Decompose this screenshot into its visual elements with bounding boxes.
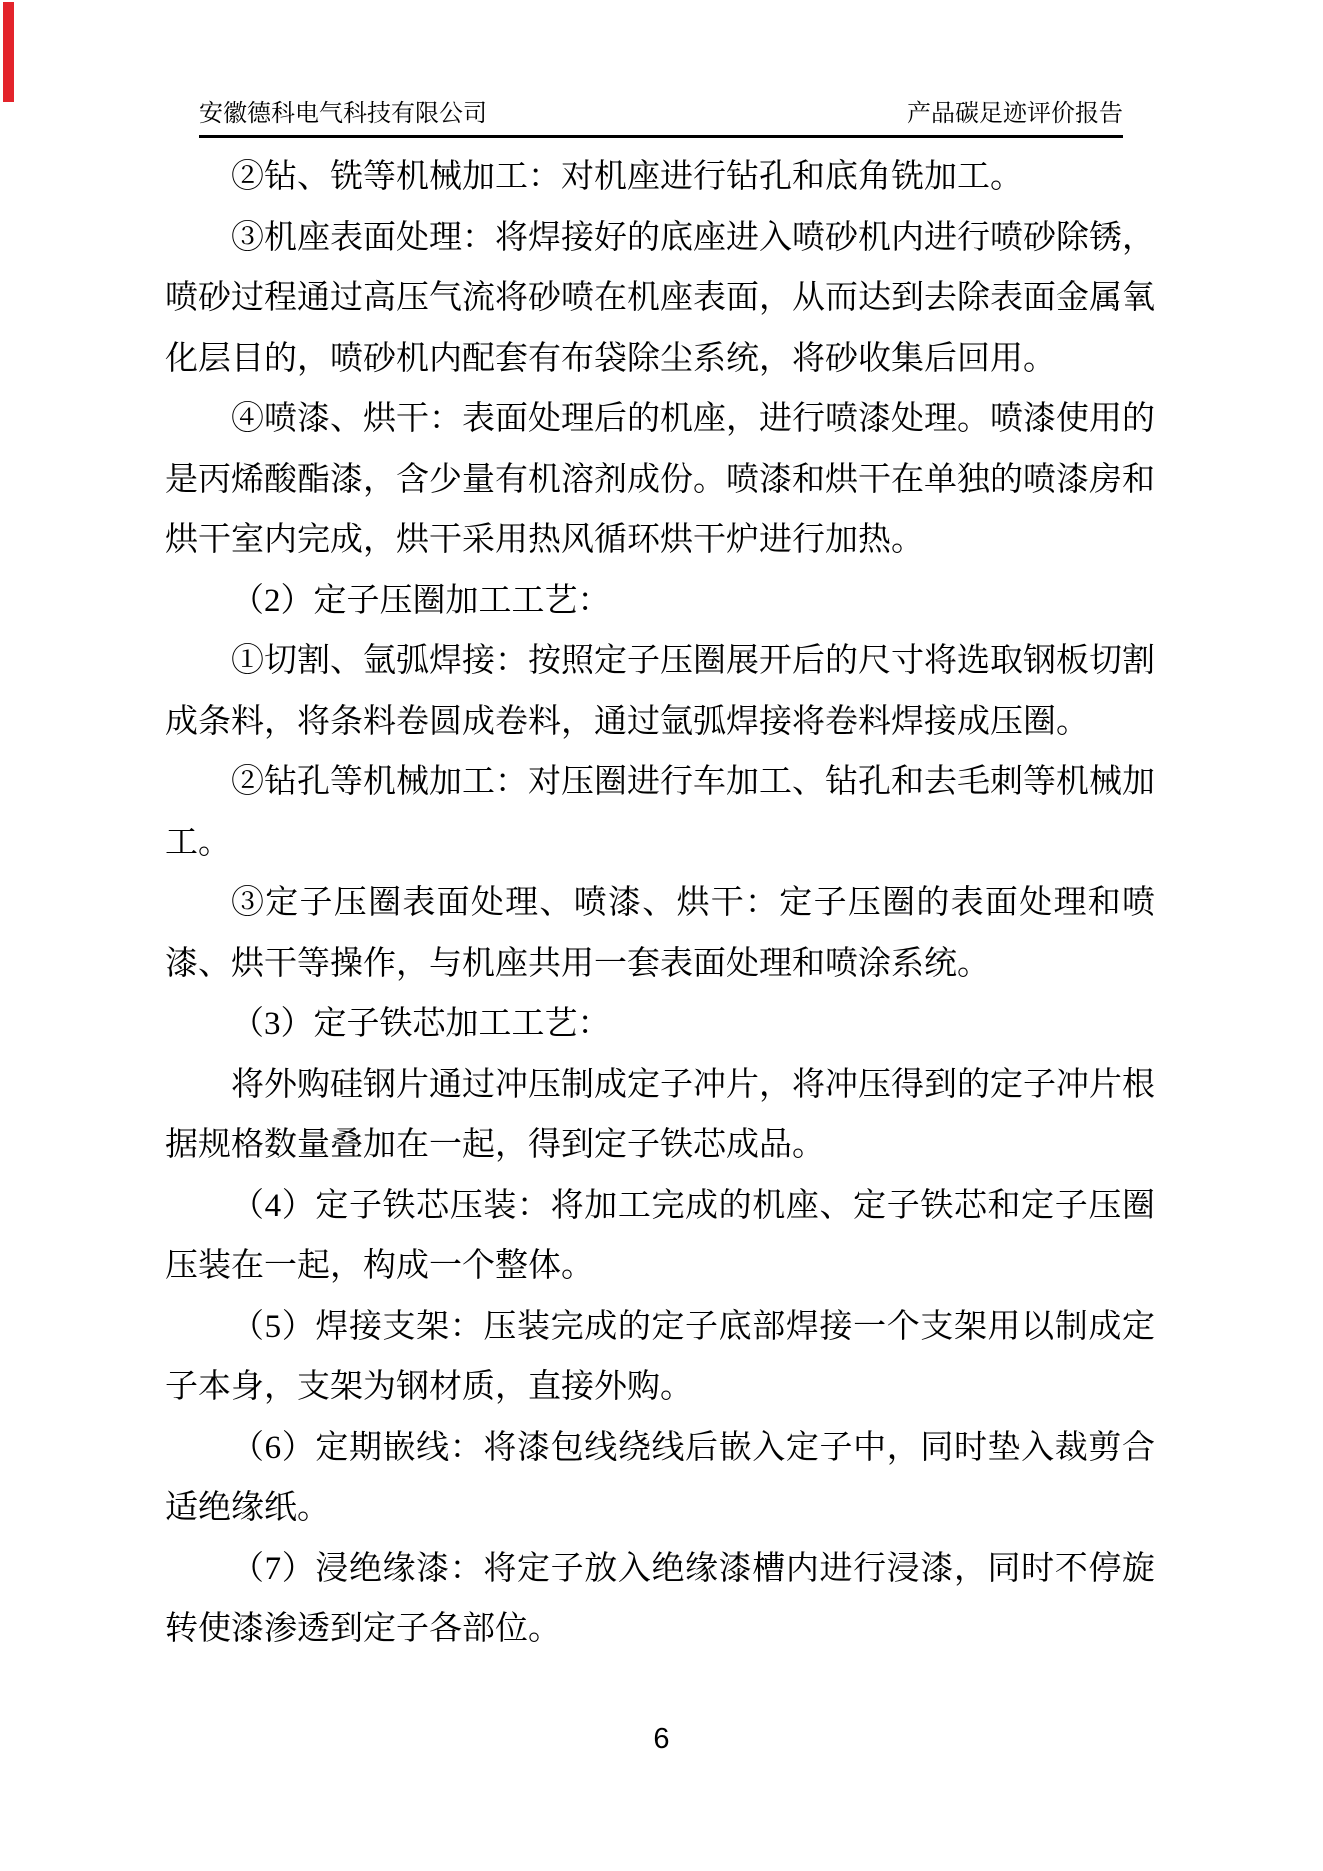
body-paragraph: ①切割、氩弧焊接：按照定子压圈展开后的尺寸将选取钢板切割成条料，将条料卷圆成卷料，通过氩弧焊接将卷料焊接成压圈。	[165, 643, 1155, 740]
body-paragraph: （5）焊接支架：压装完成的定子底部焊接一个支架用以制成定子本身，支架为钢材质，直接外购。	[165, 1308, 1155, 1405]
page-header	[199, 98, 1123, 138]
body-paragraph: （2）定子压圈加工工艺：	[231, 582, 611, 619]
body-paragraph: 将外购硅钢片通过冲压制成定子冲片，将冲压得到的定子冲片根据规格数量叠加在一起，得到定子铁芯成品。	[165, 1066, 1155, 1163]
body-paragraph: ②钻孔等机械加工：对压圈进行车加工、钻孔和去毛刺等机械加工。	[165, 764, 1155, 861]
red-corner-mark	[3, 2, 14, 102]
header-company-name: 安徽德科电气科技有限公司	[199, 101, 487, 127]
body-paragraph: （4）定子铁芯压装：将加工完成的机座、定子铁芯和定子压圈压装在一起，构成一个整体。	[165, 1187, 1155, 1284]
body-paragraph: ②钻、铣等机械加工：对机座进行钻孔和底角铣加工。	[231, 159, 1023, 195]
page-number: 6	[653, 1723, 670, 1755]
body-paragraph: （3）定子铁芯加工工艺：	[231, 1006, 611, 1042]
body-paragraph: ③机座表面处理：将焊接好的底座进入喷砂机内进行喷砂除锈，喷砂过程通过高压气流将砂喷在机座表面，从而达到去除表面金属氧化层目的，喷砂机内配套有布袋除尘系统，将砂收集后回用。	[165, 219, 1155, 377]
document-body	[165, 147, 1155, 1660]
header-doc-title: 产品碳足迹评价报告	[907, 101, 1123, 127]
body-paragraph: （7）浸绝缘漆：将定子放入绝缘漆槽内进行浸漆，同时不停旋转使漆渗透到定子各部位。	[165, 1550, 1155, 1647]
body-paragraph: ④喷漆、烘干：表面处理后的机座，进行喷漆处理。喷漆使用的是丙烯酸酯漆，含少量有机溶剂成份。喷漆和烘干在单独的喷漆房和烘干室内完成，烘干采用热风循环烘干炉进行加热。	[165, 401, 1155, 558]
body-paragraph: （6）定期嵌线：将漆包线绕线后嵌入定子中，同时垫入裁剪合适绝缘纸。	[165, 1429, 1155, 1526]
body-paragraph: ③定子压圈表面处理、喷漆、烘干：定子压圈的表面处理和喷漆、烘干等操作，与机座共用一套表面处理和喷涂系统。	[165, 885, 1155, 982]
